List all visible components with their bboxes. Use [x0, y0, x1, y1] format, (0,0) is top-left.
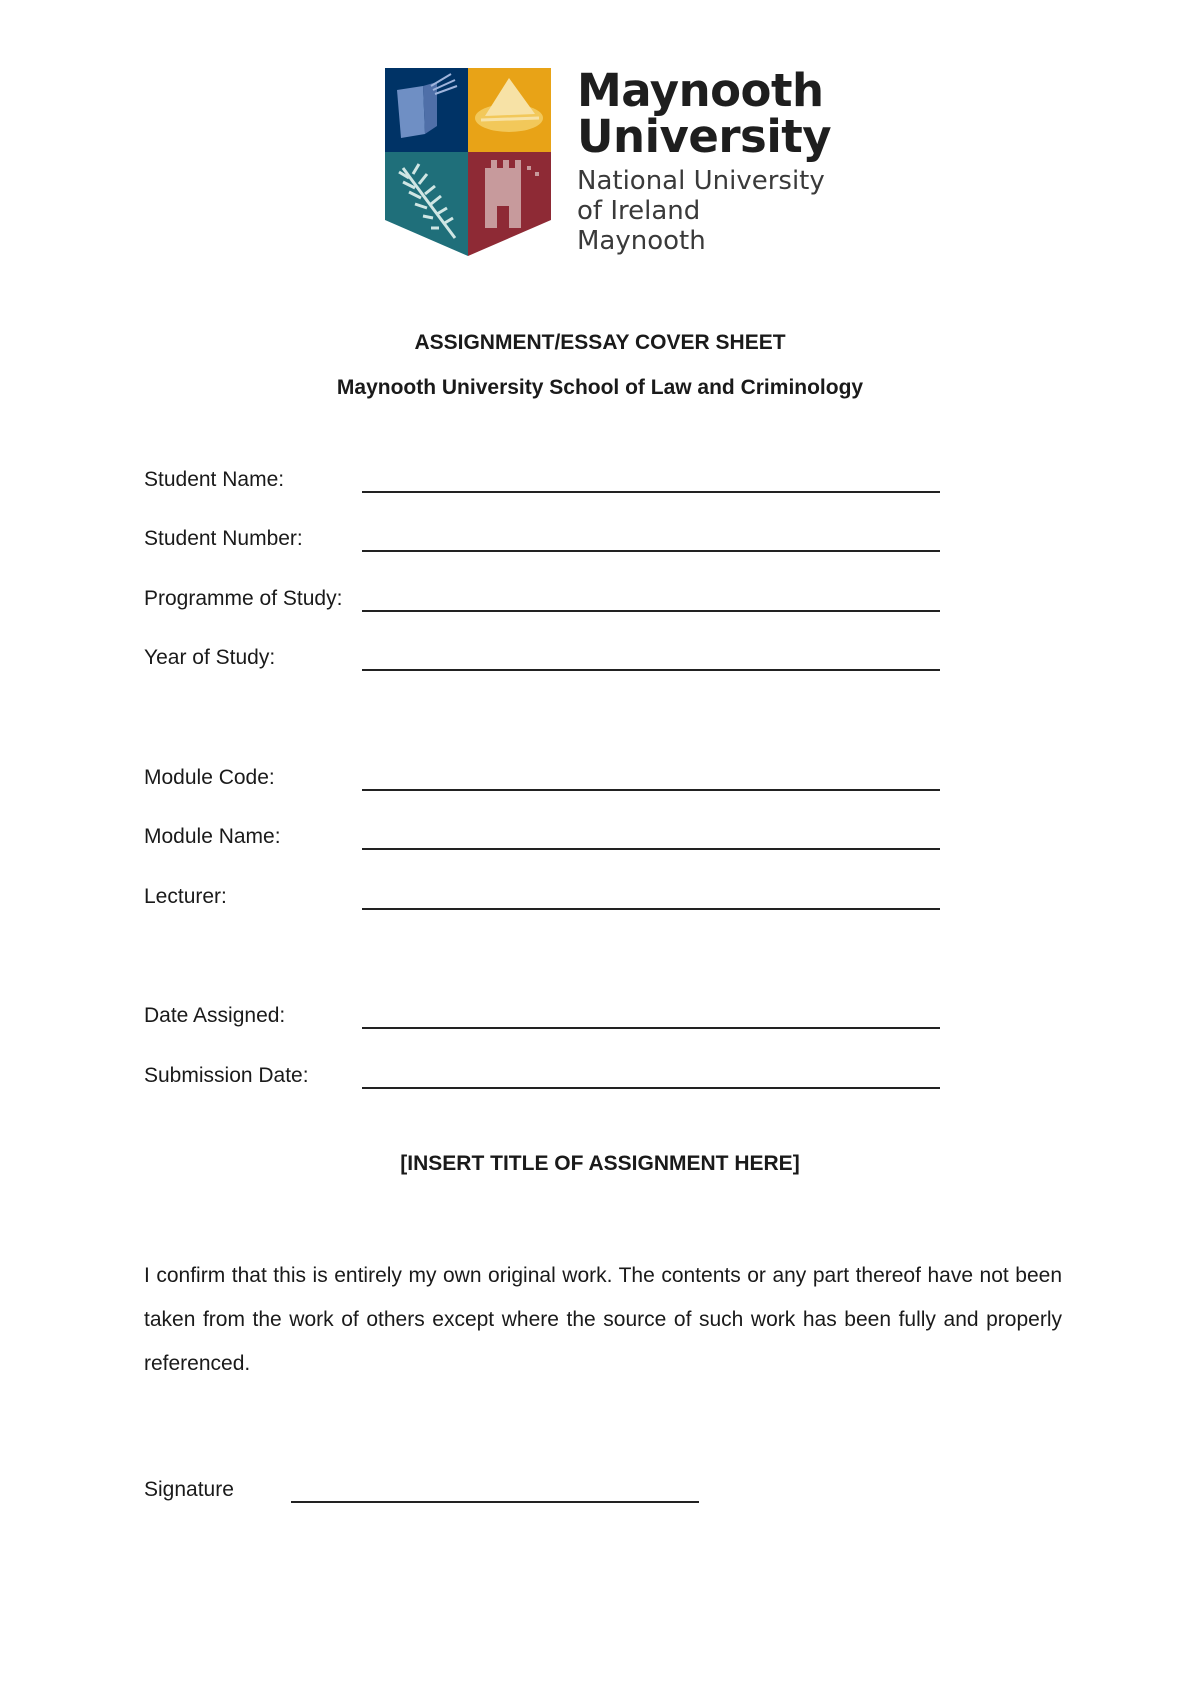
field-label: Student Name: — [144, 468, 285, 491]
field-student-name — [144, 466, 944, 496]
field-submission-date — [144, 1062, 944, 1092]
field-label: Programme of Study: — [144, 587, 343, 610]
field-label: Student Number: — [144, 527, 303, 550]
fill-in-line[interactable] — [362, 789, 940, 791]
fill-in-line[interactable] — [362, 1027, 940, 1029]
field-label: Year of Study: — [144, 646, 276, 669]
logo-sub-line-1: National University — [577, 166, 825, 196]
field-date-assigned — [144, 1002, 944, 1032]
university-logo — [385, 64, 832, 258]
field-student-number — [144, 525, 944, 555]
signature-label: Signature — [144, 1478, 234, 1501]
field-label: Lecturer: — [144, 885, 227, 908]
logo-name-line-1: Maynooth — [577, 64, 824, 117]
field-label: Module Code: — [144, 766, 275, 789]
fill-in-line[interactable] — [362, 669, 940, 671]
assignment-title-placeholder: [INSERT TITLE OF ASSIGNMENT HERE] — [400, 1152, 800, 1175]
document-title: ASSIGNMENT/ESSAY COVER SHEET — [414, 331, 786, 354]
fill-in-line[interactable] — [362, 908, 940, 910]
field-module-code — [144, 764, 944, 794]
field-label: Date Assigned: — [144, 1004, 286, 1027]
signature-row — [144, 1476, 744, 1506]
field-label: Submission Date: — [144, 1064, 309, 1087]
fill-in-line[interactable] — [362, 610, 940, 612]
field-label: Module Name: — [144, 825, 281, 848]
fill-in-line[interactable] — [362, 491, 940, 493]
fill-in-line[interactable] — [362, 550, 940, 552]
university-crest-icon — [385, 68, 551, 256]
field-programme-of-study — [144, 585, 944, 615]
logo-wordmark — [577, 64, 837, 256]
fill-in-line[interactable] — [362, 848, 940, 850]
field-lecturer — [144, 883, 944, 913]
originality-declaration: I confirm that this is entirely my own original work. The contents or any part thereof have not been taken from the work of others except where the source of such work has been fully and properly referenced. — [144, 1264, 1062, 1375]
signature-line[interactable] — [291, 1501, 699, 1503]
logo-sub-line-2: of Ireland Maynooth — [577, 196, 706, 256]
field-module-name — [144, 823, 944, 853]
fill-in-line[interactable] — [362, 1087, 940, 1089]
logo-name-line-2: University — [577, 110, 832, 163]
document-subtitle: Maynooth University School of Law and Criminology — [336, 376, 864, 399]
field-year-of-study — [144, 644, 944, 674]
